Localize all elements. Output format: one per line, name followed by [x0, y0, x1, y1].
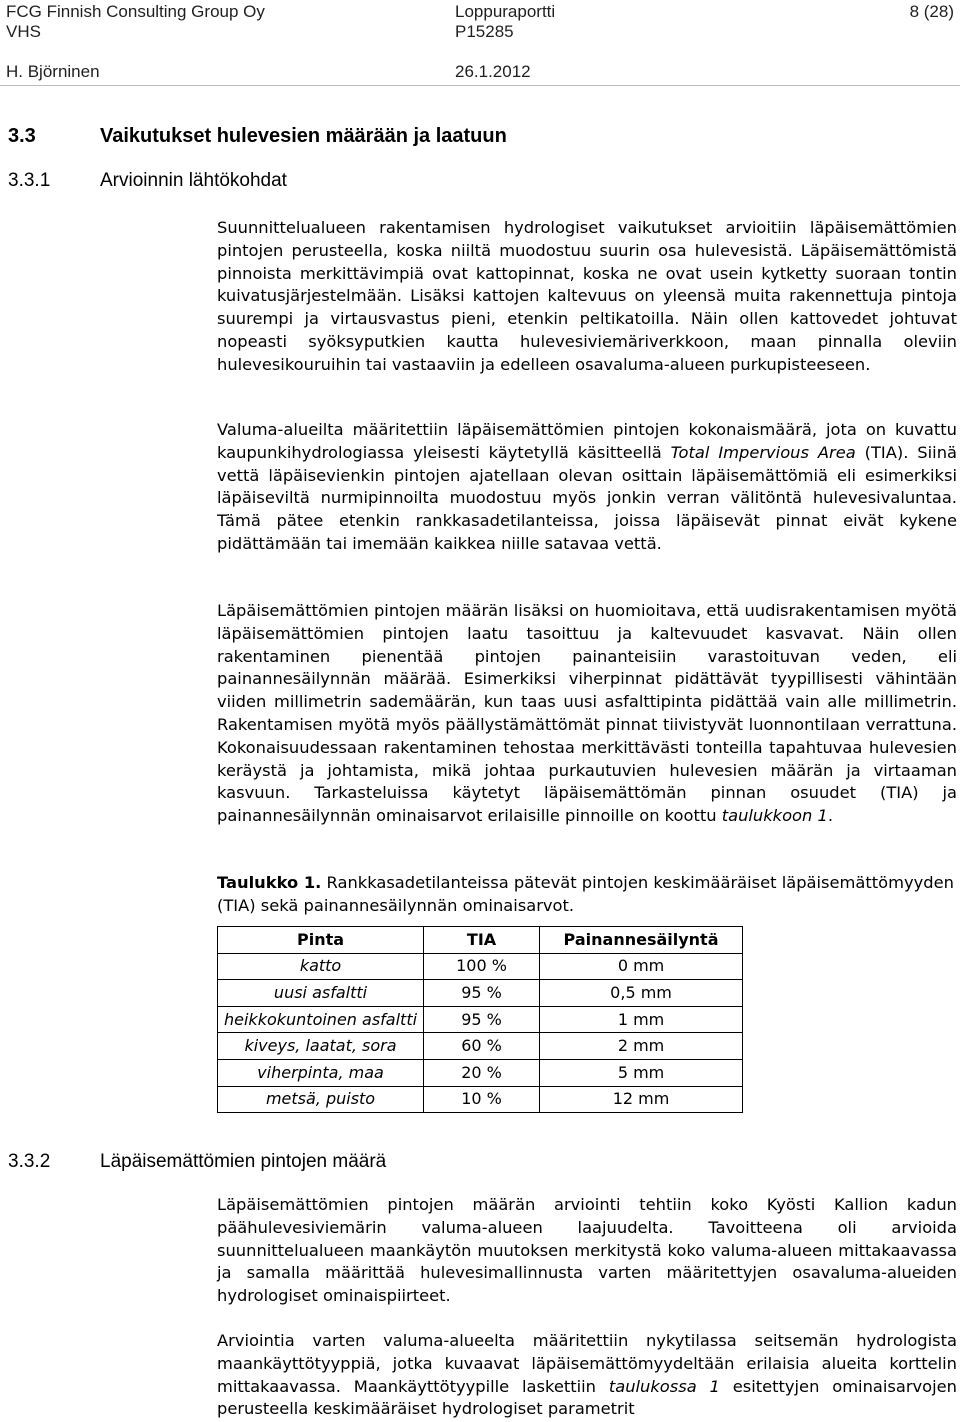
header-client: VHS — [6, 22, 41, 41]
table-label: Taulukko 1. — [217, 873, 322, 892]
paragraph-5 — [217, 1330, 957, 1421]
column-header-surface: Pinta — [218, 927, 424, 954]
cell-surface: katto — [218, 953, 424, 980]
paragraph-3-text-b: . — [827, 806, 834, 826]
section-number: 3.3 — [8, 125, 36, 147]
table-row — [218, 980, 743, 1007]
header-date: 26.1.2012 — [455, 62, 531, 81]
paragraph-4: Läpäisemättömien pintojen määrän arviointi tehtiin koko Kyösti Kallion kadun päähulevesiviemärin valuma-alueen laajuudelta. Tavoitteena oli arvioida suunnittelualueen maankäytön muutoksen merkitystä koko valuma-alueen mittakaavassa ja samalla määrittää hulevesimallinnusta varten määritettyjen osavaluma-alueiden hydrologiset ominaispiirteet. — [217, 1195, 957, 1306]
paragraph-2-text-a: Valuma-alueilta määritettiin läpäisemättömien pintojen kokonaismäärä, jota on kuvattu kaupunkihydrologiassa yleisesti käytetyllä käsitteellä — [217, 420, 957, 462]
paragraph-3 — [217, 600, 957, 828]
table-caption — [217, 872, 957, 918]
cell-surface: uusi asfaltti — [218, 980, 424, 1007]
column-header-depression-storage: Painannesäilyntä — [540, 927, 743, 954]
header-project-code: P15285 — [455, 22, 514, 41]
table-row — [218, 953, 743, 980]
cell-surface: heikkokuntoinen asfaltti — [218, 1006, 424, 1033]
header-divider — [0, 85, 960, 86]
cell-tia: 10 % — [424, 1086, 540, 1113]
cell-depression-storage: 1 mm — [540, 1006, 743, 1033]
paragraph-2 — [217, 419, 957, 556]
cell-tia: 100 % — [424, 953, 540, 980]
cell-surface: metsä, puisto — [218, 1086, 424, 1113]
header-author: H. Björninen — [6, 62, 100, 81]
header-report-type: Loppuraportti — [455, 2, 556, 21]
paragraph-1: Suunnittelualueen rakentamisen hydrologiset vaikutukset arvioitiin läpäisemättömien pintojen perusteella, koska niiltä muodostuu suurin osa hulevesistä. Läpäisemättömistä pinnoista merkittävimpiä ovat kattopinnat, koska ne ovat usein kytketty suoraan tontin kuivatusjärjestelmään. Lisäksi kattojen kaltevuus on yleensä muita rakennettuja pintoja suurempi ja virtausvastus pieni, etenkin peltikatoilla. Näin ollen kattovedet johtuvat nopeasti syöksyputkien kautta hulevesiviemäriverkkoon, maan pinnalla oleviin hulevesikouruihin tai vastaaviin ja edelleen osavaluma-alueen purkupisteeseen. — [217, 218, 957, 374]
section-title: Vaikutukset hulevesien määrään ja laatuun — [100, 125, 507, 147]
table-row — [218, 1006, 743, 1033]
table-row — [218, 1059, 743, 1086]
cell-tia: 60 % — [424, 1033, 540, 1060]
subsection-title-1: Arvioinnin lähtökohdat — [100, 170, 287, 191]
paragraph-5-text-a: Arviointia varten valuma-alueelta määritettiin nykytilassa seitsemän hydrologista maankäyttötyyppiä, jotka kuvaavat läpäisemättömyydeltään erilaisia alueita korttelin mittakaavassa. Maankäyttötyypille laskettiin — [217, 1331, 957, 1396]
table-header-row — [218, 927, 743, 954]
header-company: FCG Finnish Consulting Group Oy — [6, 2, 265, 21]
section-heading — [8, 124, 507, 148]
paragraph-5-text-b: esitettyjen ominaisarvojen perusteella keskimääräiset hydrologiset parametrit — [217, 1376, 958, 1419]
cell-surface: viherpinta, maa — [218, 1059, 424, 1086]
cell-depression-storage: 5 mm — [540, 1059, 743, 1086]
table-caption-text: Rankkasadetilanteissa pätevät pintojen keskimääräiset läpäisemättömyyden (TIA) sekä painannesäilynnän ominaisarvot. — [217, 873, 954, 915]
subsection-heading-1 — [8, 169, 287, 193]
column-header-tia: TIA — [424, 927, 540, 954]
cell-depression-storage: 2 mm — [540, 1033, 743, 1060]
paragraph-2-term: Total Impervious Area — [670, 442, 856, 462]
subsection-heading-2 — [8, 1150, 386, 1174]
cell-tia: 20 % — [424, 1059, 540, 1086]
cell-tia: 95 % — [424, 980, 540, 1007]
cell-depression-storage: 12 mm — [540, 1086, 743, 1113]
table-reference-link-2: taulukossa 1 — [608, 1376, 720, 1396]
subsection-number-2: 3.3.2 — [8, 1151, 51, 1172]
cell-surface: kiveys, laatat, sora — [218, 1033, 424, 1060]
table-row — [218, 1033, 743, 1060]
surface-values-table — [217, 926, 743, 1113]
cell-depression-storage: 0,5 mm — [540, 980, 743, 1007]
cell-depression-storage: 0 mm — [540, 953, 743, 980]
table-reference-link: taulukkoon 1 — [721, 806, 828, 826]
table-row — [218, 1086, 743, 1113]
cell-tia: 95 % — [424, 1006, 540, 1033]
header-page-number: 8 (28) — [909, 2, 954, 21]
subsection-number-1: 3.3.1 — [8, 170, 51, 191]
paragraph-3-text-a: Läpäisemättömien pintojen määrän lisäksi on huomioitava, että uudisrakentamisen myötä läpäisemättömien pintojen laatu tasoittuu ja kaltevuudet kasvavat. Näin ollen rakentaminen pienentää pintojen painanteisiin varastoituvan veden, eli painannesäilynnän määrää. Esimerkiksi viherpinnat pidättävät tyypillisesti vähintään viiden millimetrin sademäärän, kun taas uusi asfalttipinta pidättää vain alle millimetrin. Rakentamisen myötä myös päällystämättömät pinnat tiivistyvät luonnontilaan verrattuna. Kokonaisuudessaan rakentaminen tehostaa merkittävästi tonteilla tapahtuvaa hulevesien keräystä ja johtamista, mikä johtaa purkautuvien hulevesien määrän ja virtaaman kasvuun. Tarkasteluissa käytetyt läpäisemättömän pinnan osuudet (TIA) ja painannesäilynnän ominaisarvot erilaisille pinnoille on koottu — [217, 601, 957, 826]
paragraph-2-text-b: (TIA). Siinä vettä läpäisevienkin pintojen ajatellaan olevan osittain läpäisemättömiä eli esimerkiksi läpäiseviltä nurmipinnoilta muodostuu myös jonkin verran välitöntä hulevesivaluntaa. Tämä pätee etenkin rankkasadetilanteissa, joissa läpäisevät pinnat eivät kykene pidättämään tai imemään kaikkea niille satavaa vettä. — [217, 442, 957, 553]
subsection-title-2: Läpäisemättömien pintojen määrä — [100, 1151, 387, 1172]
